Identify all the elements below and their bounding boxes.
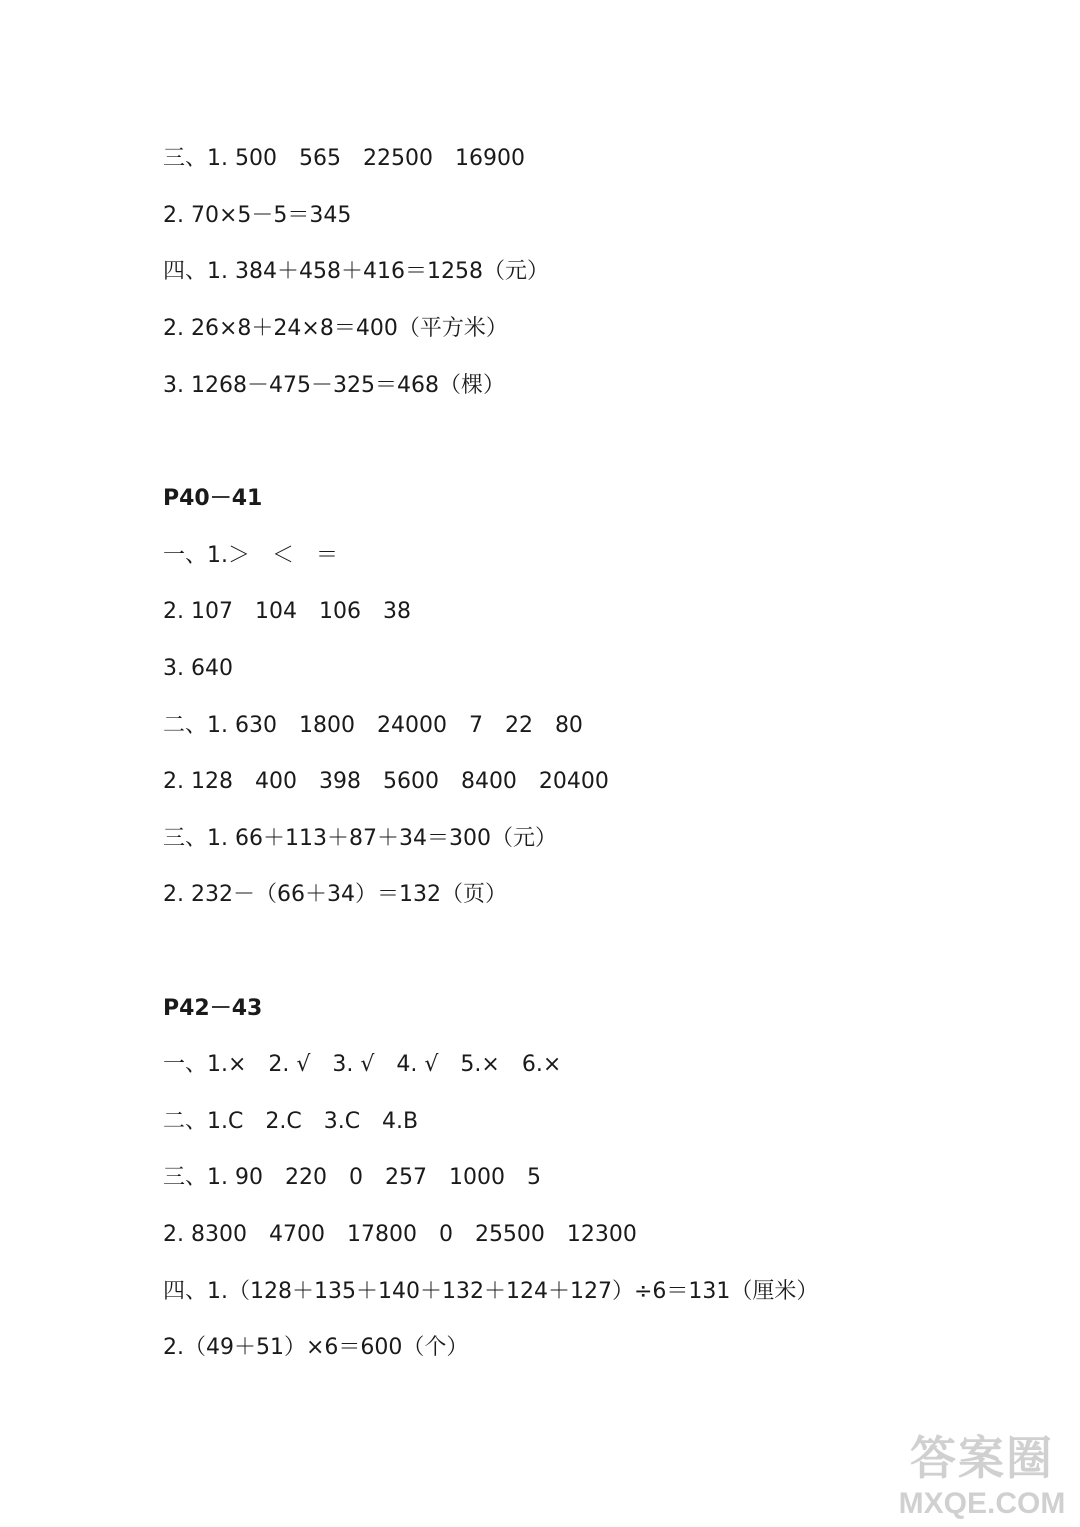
answer-line: 三、1. 66＋113＋87＋34＝300（元） bbox=[163, 826, 557, 851]
answer-line: 2. 70×5－5＝345 bbox=[163, 203, 352, 228]
watermark-title: 答案圈 bbox=[910, 1431, 1054, 1485]
answer-line: 2. 128 400 398 5600 8400 20400 bbox=[163, 769, 609, 794]
answer-line: 3. 1268－475－325＝468（棵） bbox=[163, 373, 505, 398]
answer-line: 2.（49＋51）×6＝600（个） bbox=[163, 1335, 469, 1360]
section-heading: P40－41 bbox=[163, 486, 263, 511]
answer-line: 三、1. 500 565 22500 16900 bbox=[163, 146, 525, 171]
answer-line: 2. 26×8＋24×8＝400（平方米） bbox=[163, 316, 508, 341]
answer-line: 一、1.× 2. √ 3. √ 4. √ 5.× 6.× bbox=[163, 1052, 562, 1077]
watermark-logo bbox=[892, 1429, 1072, 1521]
answer-line: 2. 232－（66＋34）＝132（页） bbox=[163, 882, 507, 907]
section-heading: P42－43 bbox=[163, 996, 263, 1021]
answer-line: 三、1. 90 220 0 257 1000 5 bbox=[163, 1165, 541, 1190]
answer-line: 四、1. 384＋458＋416＝1258（元） bbox=[163, 259, 549, 284]
answer-line: 二、1.C 2.C 3.C 4.B bbox=[163, 1109, 419, 1134]
watermark-url: MXQE.COM bbox=[898, 1487, 1066, 1520]
answer-line: 2. 8300 4700 17800 0 25500 12300 bbox=[163, 1222, 637, 1247]
answer-line: 3. 640 bbox=[163, 656, 233, 681]
answer-line: 四、1.（128＋135＋140＋132＋124＋127）÷6＝131（厘米） bbox=[163, 1279, 819, 1304]
answer-line: 2. 107 104 106 38 bbox=[163, 599, 411, 624]
answer-line: 二、1. 630 1800 24000 7 22 80 bbox=[163, 713, 583, 738]
answer-line: 一、1.＞ ＜ ＝ bbox=[163, 543, 338, 568]
